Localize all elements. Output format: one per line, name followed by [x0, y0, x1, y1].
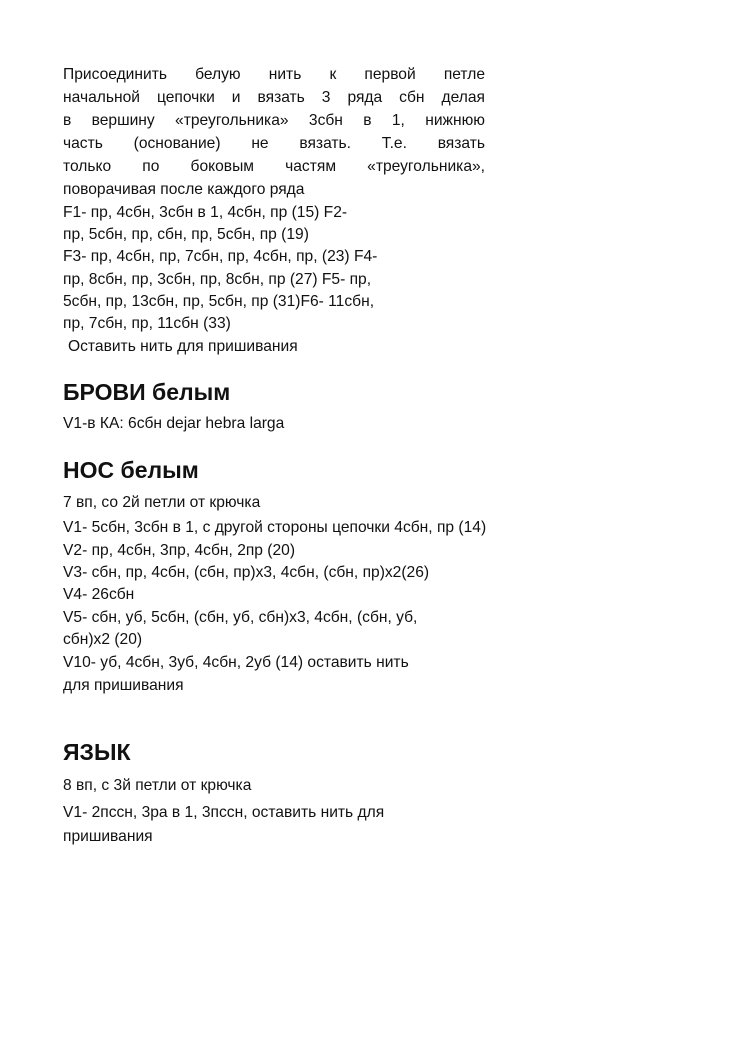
intro-line: начальной цепочки и вязать 3 ряда сбн делая	[63, 89, 485, 106]
nose-line: 7 вп, со 2й петли от крючка	[63, 494, 261, 511]
nose-line: для пришивания	[63, 677, 184, 694]
intro-line: пр, 7сбн, пр, 11сбн (33)	[63, 315, 231, 332]
intro-line: в вершину «треугольника» 3сбн в 1, нижнюю	[63, 112, 485, 129]
intro-line: Оставить нить для пришивания	[68, 338, 298, 355]
nose-line: V10- уб, 4сбн, 3уб, 4сбн, 2уб (14) оставить нить	[63, 654, 409, 671]
tongue-line: пришивания	[63, 828, 153, 845]
intro-line: Присоединить белую нить к первой петле	[63, 66, 485, 83]
nose-line: сбн)х2 (20)	[63, 631, 143, 648]
intro-line: только по боковым частям «треугольника»,	[63, 158, 485, 175]
nose-line: V3- сбн, пр, 4сбн, (сбн, пр)х3, 4сбн, (сбн, пр)х2(26)	[63, 564, 430, 581]
tongue-line: 8 вп, с 3й петли от крючка	[63, 777, 252, 794]
nose-line: V5- сбн, уб, 5сбн, (сбн, уб, сбн)х3, 4сбн, (сбн, уб,	[63, 609, 418, 626]
intro-line: F1- пр, 4сбн, 3сбн в 1, 4сбн, пр (15) F2-	[63, 204, 348, 221]
intro-line: пр, 8сбн, пр, 3сбн, пр, 8сбн, пр (27) F5- пр,	[63, 271, 372, 288]
nose-line: V4- 26сбн	[63, 586, 135, 603]
intro-line: часть (основание) не вязать. Т.е. вязать	[63, 135, 485, 152]
section-title-tongue: ЯЗЫК	[63, 739, 131, 765]
nose-line: V2- пр, 4сбн, 3пр, 4сбн, 2пр (20)	[63, 542, 296, 559]
section-title-nose: НОС белым	[63, 457, 199, 483]
tongue-line: V1- 2пссн, 3ра в 1, 3пссн, оставить нить для	[63, 804, 385, 821]
nose-line: V1- 5сбн, 3сбн в 1, с другой стороны цепочки 4сбн, пр (14)	[63, 519, 487, 536]
intro-line: F3- пр, 4сбн, пр, 7сбн, пр, 4сбн, пр, (23) F4-	[63, 248, 378, 265]
intro-line: поворачивая после каждого ряда	[63, 181, 305, 198]
intro-line: пр, 5сбн, пр, сбн, пр, 5сбн, пр (19)	[63, 226, 309, 243]
brows-line: V1-в КА: 6сбн dejar hebra larga	[63, 415, 285, 432]
section-title-brows: БРОВИ белым	[63, 379, 231, 405]
intro-line: 5сбн, пр, 13сбн, пр, 5сбн, пр (31)F6- 11сбн,	[63, 293, 375, 310]
